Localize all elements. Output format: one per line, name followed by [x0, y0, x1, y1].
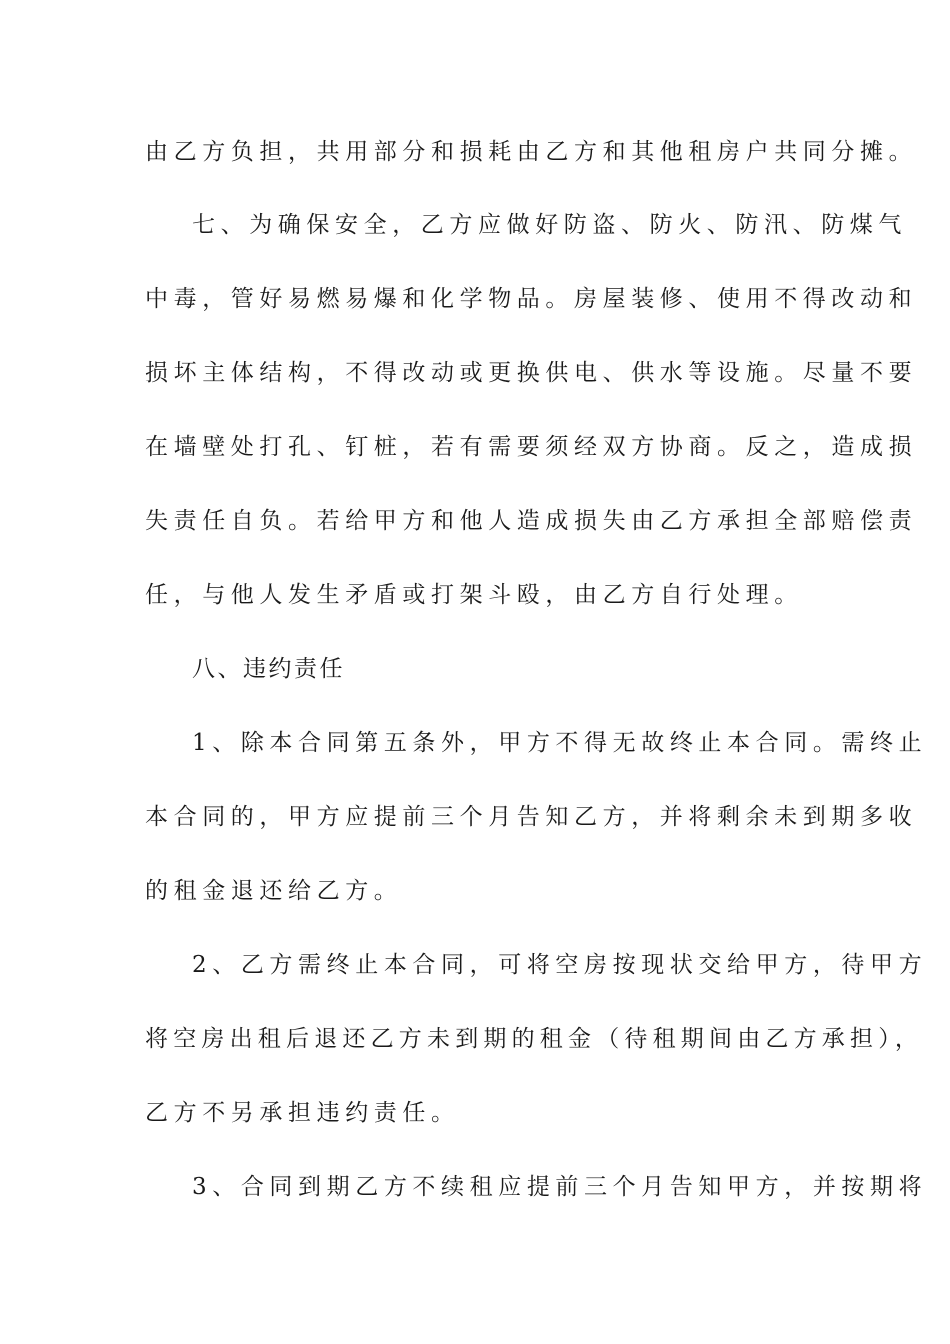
text-line: 本合同的，甲方应提前三个月告知乙方，并将剩余未到期多收 — [145, 804, 918, 830]
text-line: 中毒，管好易燃易爆和化学物品。房屋装修、使用不得改动和 — [145, 286, 918, 312]
text-line: 任，与他人发生矛盾或打架斗殴，由乙方自行处理。 — [145, 582, 803, 608]
text-line: 损坏主体结构，不得改动或更换供电、供水等设施。尽量不要 — [145, 360, 918, 386]
text-line: 将空房出租后退还乙方未到期的租金（待租期间由乙方承担）， — [145, 1026, 924, 1052]
text-line: 失责任自负。若给甲方和他人造成损失由乙方承担全部赔偿责 — [145, 508, 918, 534]
clause-item-2-line: 2、乙方需终止本合同，可将空房按现状交给甲方，待甲方 — [192, 952, 928, 978]
text-line: 由乙方负担，共用部分和损耗由乙方和其他租房户共同分摊。 — [145, 139, 918, 165]
text-line: 在墙壁处打孔、钉桩，若有需要须经双方协商。反之，造成损 — [145, 434, 918, 460]
section-heading: 八、违约责任 — [192, 656, 345, 682]
clause-seven-line: 七、为确保安全，乙方应做好防盗、防火、防汛、防煤气 — [192, 212, 907, 238]
text-line: 的租金退还给乙方。 — [145, 878, 403, 904]
clause-item-3-line: 3、合同到期乙方不续租应提前三个月告知甲方，并按期将 — [192, 1174, 928, 1200]
text-line: 乙方不另承担违约责任。 — [145, 1100, 460, 1126]
clause-item-1-line: 1、除本合同第五条外，甲方不得无故终止本合同。需终止 — [192, 730, 928, 756]
